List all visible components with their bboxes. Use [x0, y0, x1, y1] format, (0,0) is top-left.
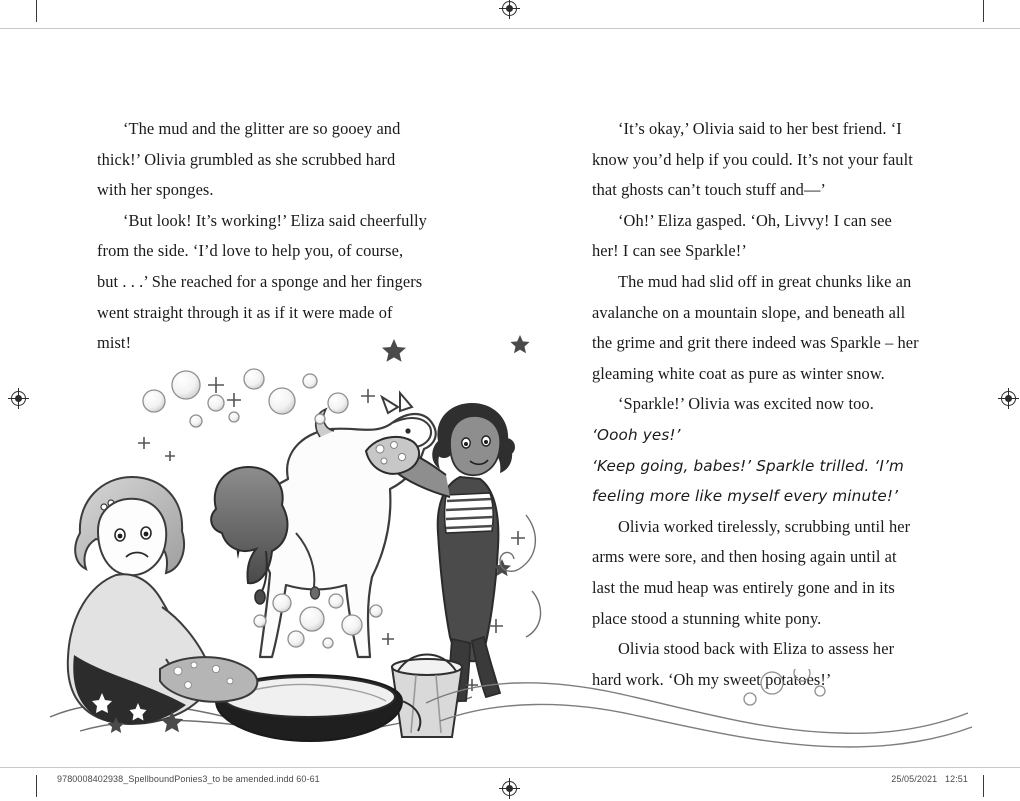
- paragraph-with-handwriting: [592, 389, 922, 450]
- paragraph: Olivia stood back with Eliza to assess her hard work. ‘Oh my sweet potatoes!’: [592, 639, 895, 689]
- registration-mark-top: [502, 1, 517, 16]
- pony-ear: [400, 393, 412, 411]
- paragraph: ‘The mud and the glitter are so gooey and thick!’ Olivia grumbled as she scrubbed hard with her sponges.: [97, 119, 401, 200]
- paragraph: The mud had slid off in great chunks like an avalanche on a mountain slope, and beneath all the grime and grit there indeed was Sparkle – her gleaming white coat as pure as winter snow.: [592, 271, 919, 383]
- water-swoosh: [420, 669, 980, 759]
- footer-timestamp: [891, 774, 968, 784]
- footer-date: 25/05/2021: [891, 774, 938, 784]
- page-footer: [0, 772, 1020, 792]
- paragraph: ‘Oh!’ Eliza gasped. ‘Oh, Livvy! I can see her! I can see Sparkle!’: [592, 210, 892, 261]
- footer-time: 12:51: [945, 774, 968, 784]
- crop-mark-top-left: [36, 0, 37, 22]
- paragraph: ‘It’s okay,’ Olivia said to her best friend. ‘I know you’d help if you could. It’s not your fault that ghosts can’t touch stuff and—’: [592, 119, 913, 200]
- paragraph: Olivia worked tirelessly, scrubbing until her arms were sore, and then hosing again until at last the mud heap was entirely gone and in its place stood a stunning white pony.: [592, 516, 911, 628]
- crop-mark-top-right: [983, 0, 984, 22]
- footer-filename: 9780008402938_SpellboundPonies3_to be amended.indd 60-61: [57, 774, 320, 784]
- book-page-spread: [0, 28, 1020, 768]
- paragraph: ‘But look! It’s working!’ Eliza said cheerfully from the side. ‘I’d love to help you, of course, but . . .’ She reached for a sponge and her fingers went straight through it as if it were made of mist!: [97, 210, 427, 353]
- paragraph-text: ‘Sparkle!’ Olivia was excited now too.: [618, 394, 874, 414]
- registration-mark-dot: [506, 5, 513, 12]
- sparkle-dialogue-paragraph: ‘Keep going, babes!’ Sparkle trilled. ‘I’m feeling more like myself every minute!’: [592, 456, 904, 506]
- pony-eye: [405, 428, 410, 433]
- pony-ear: [382, 397, 398, 413]
- decorative-swirls: [500, 515, 541, 637]
- right-text-column: [592, 114, 922, 695]
- sparkle-dialogue-inline: ‘Oooh yes!’: [592, 425, 681, 444]
